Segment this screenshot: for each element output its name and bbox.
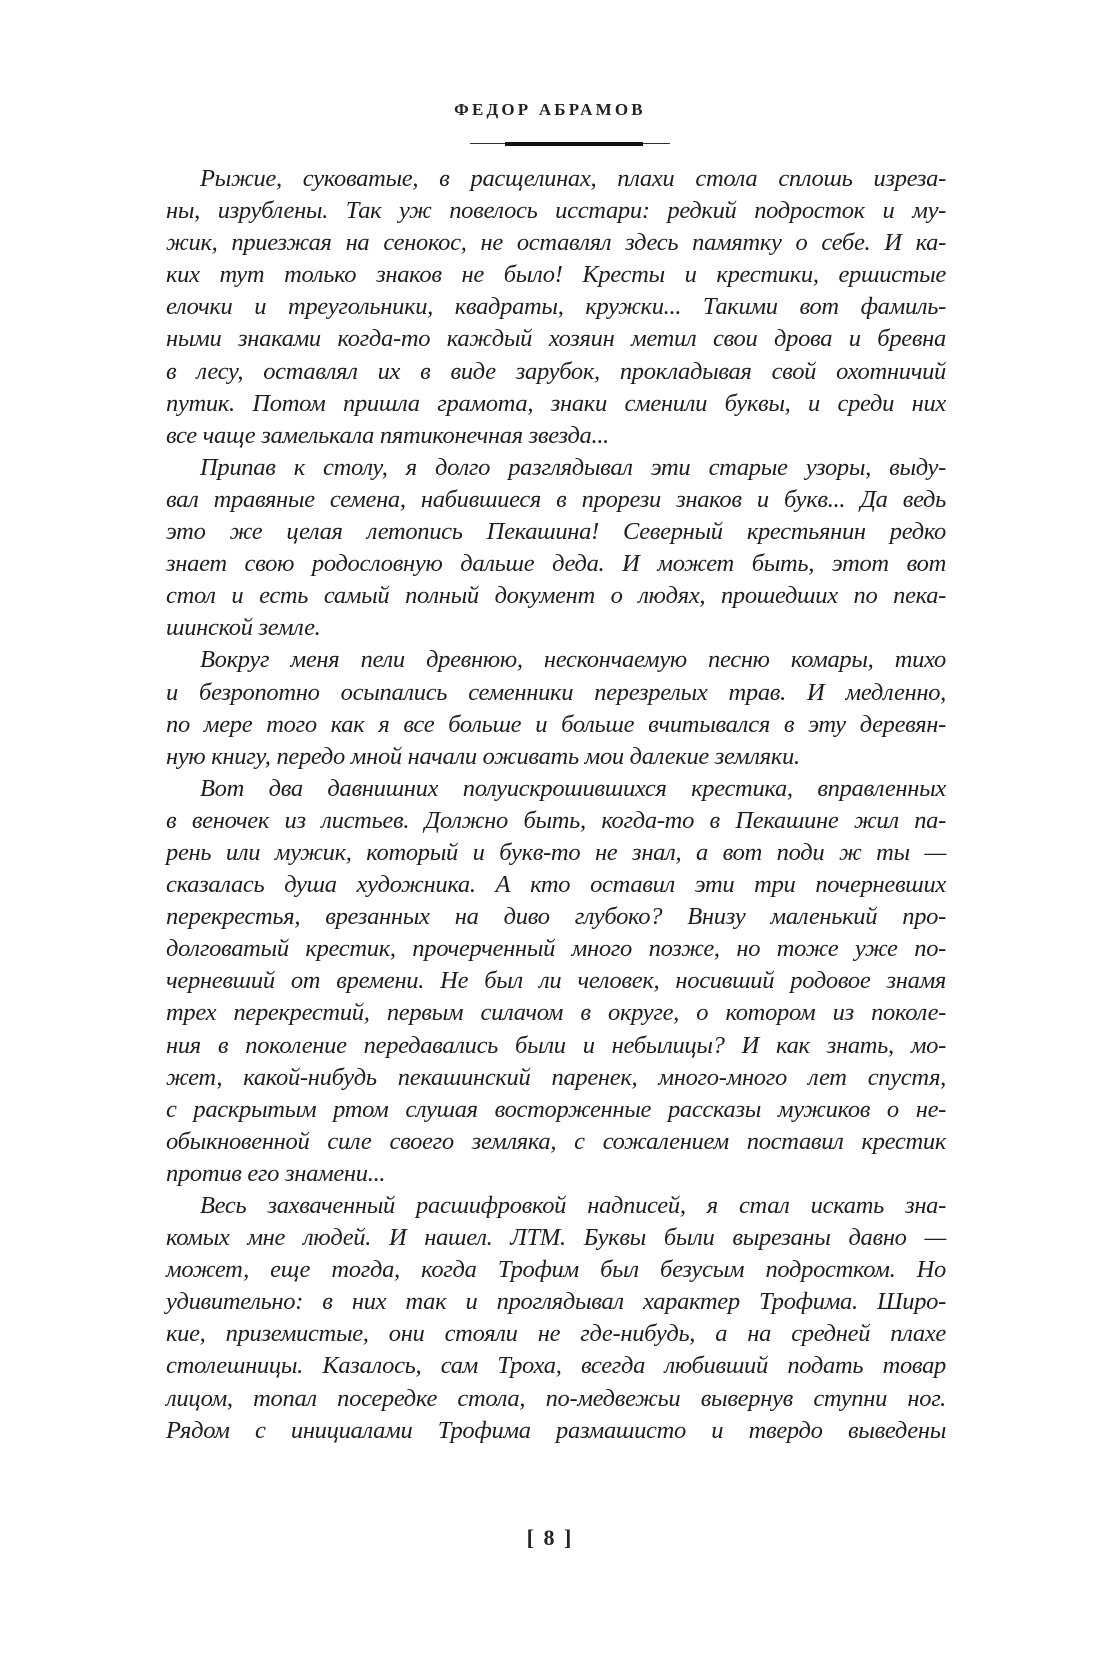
text-line: и безропотно осыпались семенники перезрелых трав. И медленно, xyxy=(166,678,946,706)
header-rule-thick xyxy=(505,142,643,146)
text-line: ких тут только знаков не было! Кресты и крестики, ершистые xyxy=(166,261,946,289)
text-line: может, еще тогда, когда Трофим был безусым подростком. Но xyxy=(166,1256,946,1284)
text-line: знает свою родословную дальше деда. И может быть, этот вот xyxy=(166,550,946,578)
text-line: стол и есть самый полный документ о людях, прошедших по пека- xyxy=(166,582,946,610)
paragraph xyxy=(166,773,946,1190)
text-line: Вот два давнишних полуискрошившихся крестика, вправленных xyxy=(200,774,946,802)
text-line: путик. Потом пришла грамота, знаки сменили буквы, и среди них xyxy=(166,389,946,417)
page-number: [ 8 ] xyxy=(526,1525,574,1550)
text-line: елочки и треугольники, квадраты, кружки... Такими вот фамиль- xyxy=(166,293,946,321)
text-line: шинской земле. xyxy=(166,614,321,642)
text-line: Вокруг меня пели древнюю, нескончаемую песню комары, тихо xyxy=(200,646,946,674)
text-line: кие, приземистые, они стояли не где-нибудь, а на средней плахе xyxy=(166,1320,946,1348)
text-line: ную книгу, передо мной начали оживать мои далекие земляки. xyxy=(166,742,800,770)
text-line: удивительно: в них так и проглядывал характер Трофима. Широ- xyxy=(166,1288,946,1316)
text-line: Рыжие, суковатые, в расщелинах, плахи стола сплошь изреза- xyxy=(200,165,946,192)
paragraph xyxy=(166,452,946,645)
text-line: ния в поколение передавались были и небылицы? И как знать, мо- xyxy=(166,1031,946,1059)
text-line: жик, приезжая на сенокос, не оставлял здесь памятку о себе. И ка- xyxy=(166,229,946,257)
text-line: по мере того как я все больше и больше вчитывался в эту деревян- xyxy=(166,710,946,738)
text-line: жет, какой-нибудь пекашинский паренек, много-много лет спустя, xyxy=(166,1063,946,1091)
text-line: перекрестья, врезанных на диво глубоко? Внизу маленький про- xyxy=(166,903,946,931)
text-line: столешницы. Казалось, сам Троха, всегда любивший подать товар xyxy=(166,1352,946,1380)
text-line: в лесу, оставлял их в виде зарубок, прокладывая свой охотничий xyxy=(166,357,946,385)
text-line: против его знамени... xyxy=(166,1159,386,1187)
paragraph xyxy=(166,163,946,452)
text-line: трех перекрестий, первым силачом в округе, о котором из поколе- xyxy=(166,999,946,1027)
text-line: комых мне людей. И нашел. ЛТМ. Буквы были вырезаны давно — xyxy=(166,1224,946,1252)
text-line: ными знаками когда-то каждый хозяин метил свои дрова и бревна xyxy=(166,325,946,353)
paragraph xyxy=(166,644,946,772)
text-line: долговатый крестик, прочерченный много позже, но тоже уже по- xyxy=(166,935,946,963)
text-line: лицом, топал посередке стола, по-медвежьи вывернув ступни ног. xyxy=(166,1384,946,1412)
text-line: Весь захваченный расшифровкой надписей, я стал искать зна- xyxy=(200,1192,946,1219)
text-line: вал травяные семена, набившиеся в прорези знаков и букв... Да ведь xyxy=(166,485,946,513)
text-line: Припав к столу, я долго разглядывал эти старые узоры, выду- xyxy=(200,453,946,481)
text-line: с раскрытым ртом слушая восторженные рассказы мужиков о не- xyxy=(166,1095,946,1123)
text-line: сказалась душа художника. А кто оставил эти три почерневших xyxy=(166,871,946,899)
text-line: обыкновенной силе своего земляка, с сожалением поставил крестик xyxy=(166,1127,946,1155)
running-head: ФЕДОР АБРАМОВ xyxy=(454,100,646,119)
body-text xyxy=(166,163,946,1447)
text-line: черневший от времени. Не был ли человек, носивший родовое знамя xyxy=(166,967,946,995)
text-line: рень или мужик, который и букв-то не знал, а вот поди ж ты — xyxy=(166,838,946,866)
text-line: все чаще замелькала пятиконечная звезда... xyxy=(166,421,609,449)
text-line: ны, изрублены. Так уж повелось исстари: редкий подросток и му- xyxy=(166,197,946,225)
text-line: это же целая летопись Пекашина! Северный крестьянин редко xyxy=(166,518,946,546)
paragraph xyxy=(166,1190,946,1447)
text-line: в веночек из листьев. Должно быть, когда-то в Пекашине жил па- xyxy=(166,806,946,834)
text-line: Рядом с инициалами Трофима размашисто и твердо выведены xyxy=(166,1416,946,1444)
